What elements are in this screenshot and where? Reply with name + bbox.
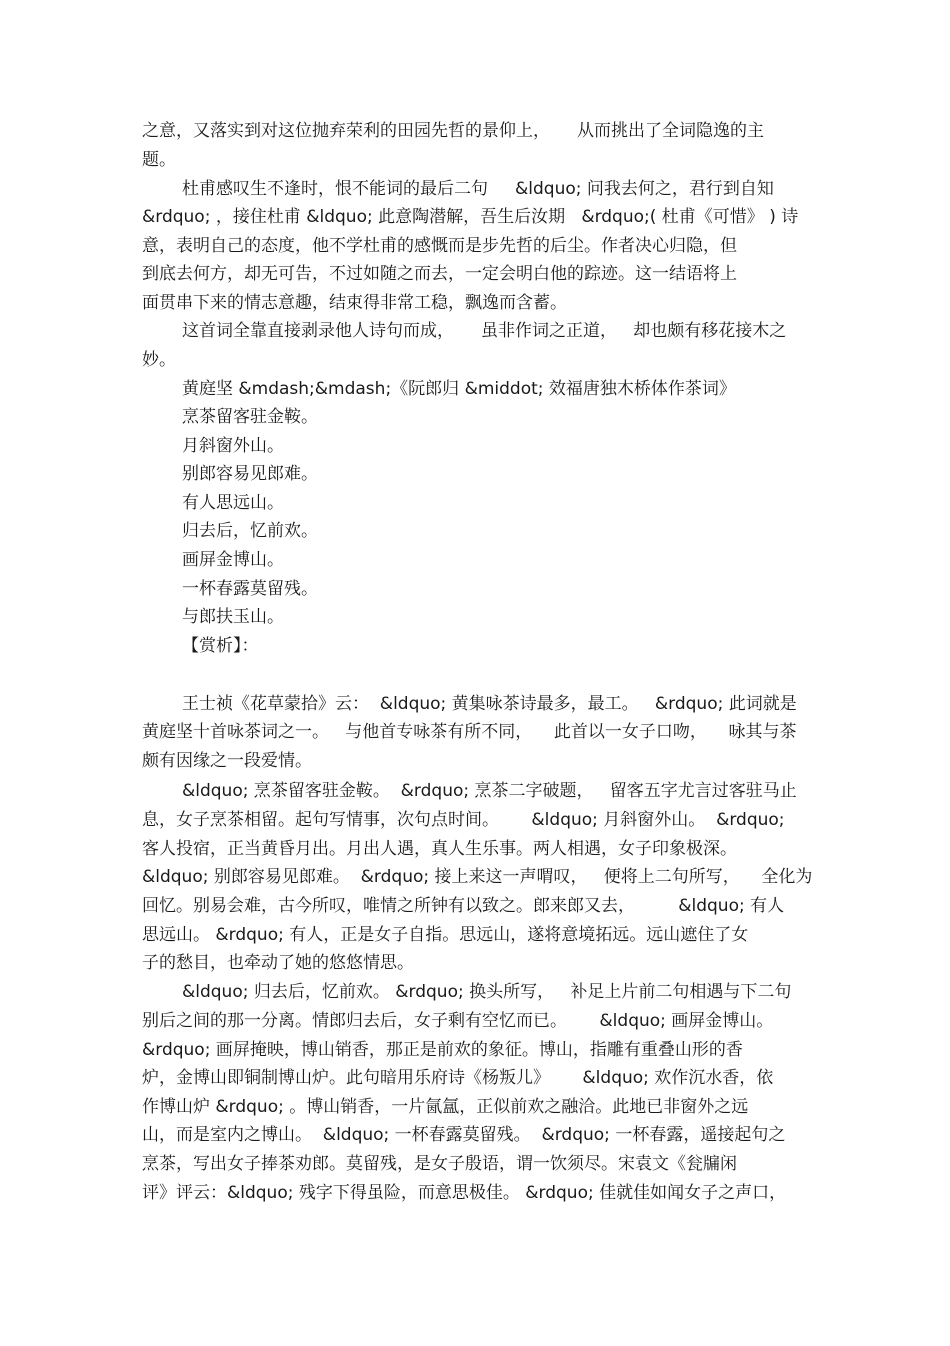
poem-line: 与郎扶玉山。: [182, 607, 284, 627]
text-line: 别后之间的那一分离。情郎归去后，女子剩有空忆而已。 &ldquo; 画屏金博山。: [142, 1011, 774, 1031]
text-line: 子的愁目，也牵动了她的悠悠情思。: [142, 953, 414, 973]
text-line: 这首词全靠直接剥录他人诗句而成， 虽非作词之正道， 却也颇有移花接木之: [182, 321, 787, 341]
text-line: 思远山。 &rdquo; 有人，正是女子自指。思远山，遂将意境拓远。远山遮住了女: [142, 925, 749, 945]
poem-line: 别郎容易见郎难。: [182, 464, 318, 484]
text-line: 面贯串下来的情志意趣，结束得非常工稳，飘逸而含蓄。: [142, 293, 567, 313]
poem-line: 有人思远山。: [182, 493, 284, 513]
poem-line: 烹茶留客驻金鞍。: [182, 407, 318, 427]
text-line: 颇有因缘之一段爱情。: [142, 751, 312, 771]
text-line: 炉，金博山即铜制博山炉。此句暗用乐府诗《杨叛儿》 &ldquo; 欢作沉水香，依: [142, 1068, 774, 1088]
poem-line: 月斜窗外山。: [182, 436, 284, 456]
text-line: &rdquo; ，接住杜甫 &ldquo; 此意陶潜解，吾生后汝期 &rdquo;( 杜甫《可惜》 ) 诗: [142, 207, 799, 227]
text-line: 回忆。别易会难，古今所叹，唯情之所钟有以致之。郎来郎又去， &ldquo; 有人: [142, 896, 785, 916]
text-line: 烹茶，写出女子捧茶劝郎。莫留残，是女子殷语，谓一饮须尽。宋袁文《瓮牖闲: [142, 1154, 737, 1174]
text-line: &ldquo; 别郎容易见郎难。 &rdquo; 接上来这一声喟叹， 便将上二句所写， 全化为: [142, 867, 813, 887]
text-line: &rdquo; 画屏掩映，博山销香，那正是前欢的象征。博山，指雕有重叠山形的香: [142, 1040, 743, 1060]
poem-line: 一杯春露莫留残。: [182, 579, 318, 599]
text-line: 息，女子烹茶相留。起句写情事，次句点时间。 &ldquo; 月斜窗外山。 &rdquo;: [142, 810, 785, 830]
text-line: 山，而是室内之博山。 &ldquo; 一杯春露莫留残。 &rdquo; 一杯春露，遥接起句之: [142, 1125, 786, 1145]
section-heading: 【赏析】：: [182, 636, 259, 656]
text-line: 到底去何方，却无可告，不过如随之而去，一定会明白他的踪迹。这一结语将上: [142, 264, 737, 284]
text-line: 题。: [142, 150, 176, 170]
text-line: 客人投宿，正当黄昏月出。月出人遇，真人生乐事。两人相遇，女子印象极深。: [142, 839, 737, 859]
text-line: 意，表明自己的态度，他不学杜甫的感慨而是步先哲的后尘。作者决心归隐，但: [142, 236, 737, 256]
text-line: 评》评云：&ldquo; 残字下得虽险，而意思极佳。 &rdquo; 佳就佳如闻女子之声口，: [142, 1183, 787, 1203]
text-line: &ldquo; 烹茶留客驻金鞍。 &rdquo; 烹茶二字破题， 留客五字尤言过客驻马止: [182, 781, 797, 801]
poem-line: 归去后，忆前欢。: [182, 521, 318, 541]
text-line: &ldquo; 归去后，忆前欢。 &rdquo; 换头所写， 补足上片前二句相遇与下二句: [182, 982, 792, 1002]
text-line: 之意，又落实到对这位抛弃荣利的田园先哲的景仰上， 从而挑出了全词隐逸的主: [142, 121, 765, 141]
text-line: 杜甫感叹生不逢时，恨不能词的最后二句 &ldquo; 问我去何之，君行到自知: [182, 179, 774, 199]
text-line: 作博山炉 &rdquo; 。博山销香，一片氤氲，正似前欢之融洽。此地已非窗外之远: [142, 1097, 749, 1117]
text-line: 黄庭坚 &mdash;&mdash;《阮郎归 &middot; 效福唐独木桥体作茶词》: [182, 379, 736, 399]
text-line: 黄庭坚十首咏茶词之一。 与他首专咏茶有所不同， 此首以一女子口吻， 咏其与茶: [142, 722, 797, 742]
text-line: 王士祯《花草蒙拾》云： &ldquo; 黄集咏茶诗最多，最工。 &rdquo; 此词就是: [182, 694, 797, 714]
poem-line: 画屏金博山。: [182, 550, 284, 570]
text-line: 妙。: [142, 350, 176, 370]
